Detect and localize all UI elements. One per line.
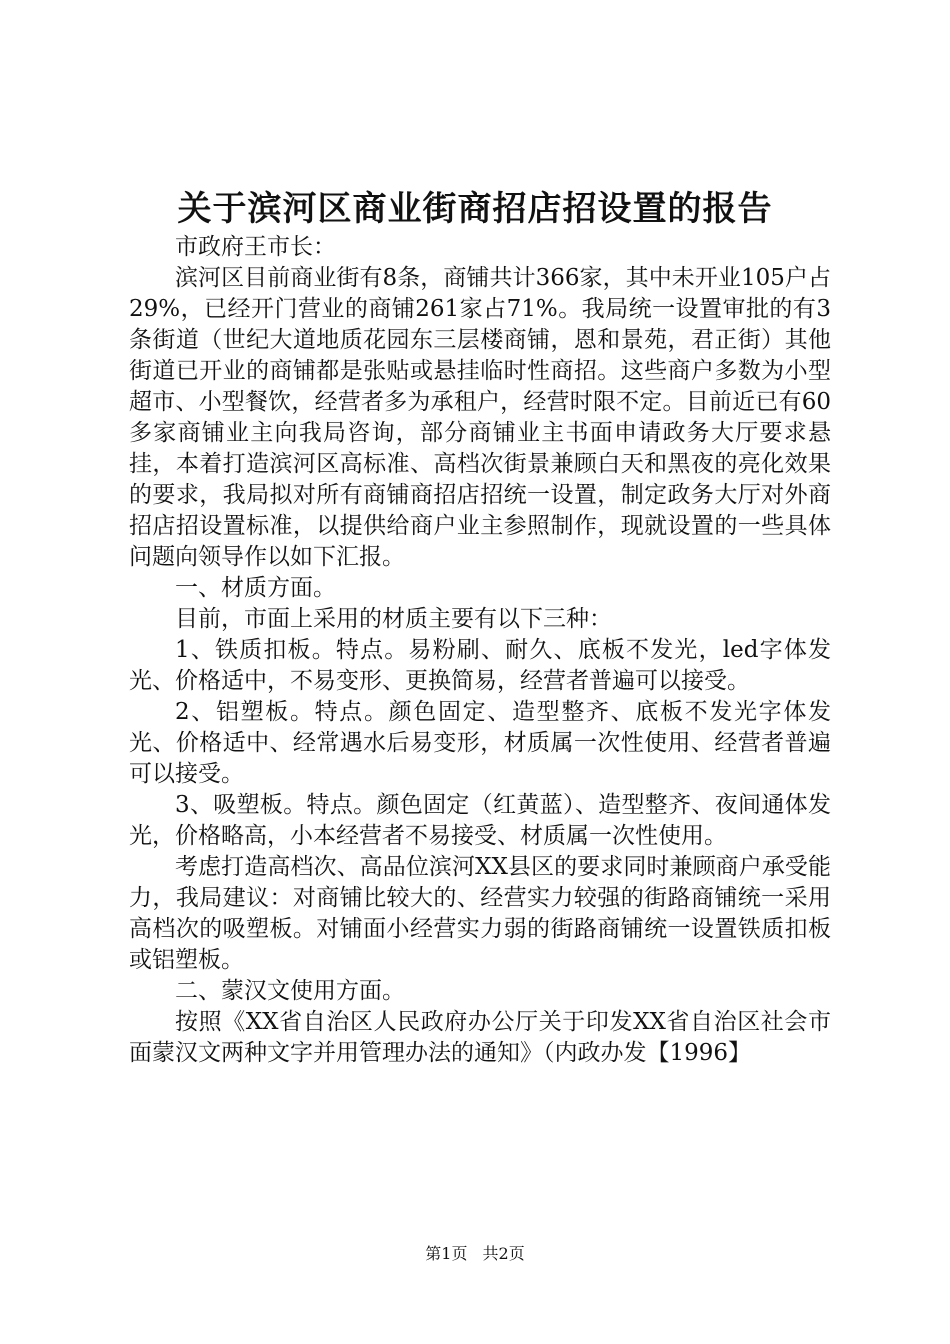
paragraph-intro: 滨河区目前商业街有8条，商铺共计366家，其中未开业105户占29%，已经开门营业的商铺261家占71%。我局统一设置审批的有3条街道（世纪大道地质花园东三层楼商铺，恩和景苑，君正街）其他街道已开业的商铺都是张贴或悬挂临时性商招。这些商户多数为小型超市、小型餐饮，经营者多为承租户，经营时限不定。目前近已有60多家商铺业主向我局咨询，部分商铺业主书面申请政务大厅要求悬挂，本着打造滨河区高标准、高档次街景兼顾白天和黑夜的亮化效果的要求，我局拟对所有商铺商招店招统一设置，制定政务大厅对外商招店招设置标准，以提供给商户业主参照制作，现就设置的一些具体问题向领导作以如下汇报。 (129, 265, 831, 570)
paragraph-language-policy: 按照《XX省自治区人民政府办公厅关于印发XX省自治区社会市面蒙汉文两种文字并用管理办法的通知》（内政办发【1996】 (129, 1009, 831, 1066)
document-body (129, 232, 831, 1069)
section-heading-material: 一、材质方面。 (175, 575, 336, 601)
document-title: 关于滨河区商业街商招店招设置的报告 (177, 189, 773, 229)
paragraph-material-intro: 目前，市面上采用的材质主要有以下三种： (175, 606, 612, 632)
paragraph-material-iron: 1、铁质扣板。特点。易粉刷、耐久、底板不发光，led字体发光、价格适中，不易变形、更换简易，经营者普遍可以接受。 (129, 637, 831, 694)
paragraph-material-blister: 3、吸塑板。特点。颜色固定（红黄蓝）、造型整齐、夜间通体发光，价格略高，小本经营者不易接受、材质属一次性使用。 (129, 792, 831, 849)
page-number-current: 第1页 (425, 1244, 468, 1263)
paragraph-material-aluminum: 2、铝塑板。特点。颜色固定、造型整齐、底板不发光字体发光、价格适中、经常遇水后易变形，材质属一次性使用、经营者普遍可以接受。 (129, 699, 831, 787)
paragraph-recommendation: 考虑打造高档次、高品位滨河XX县区的要求同时兼顾商户承受能力，我局建议：对商铺比较大的、经营实力较强的街路商铺统一采用高档次的吸塑板。对铺面小经营实力弱的街路商铺统一设置铁质扣板或铝塑板。 (129, 854, 831, 973)
salutation: 市政府王市长： (175, 234, 336, 260)
page-number-total: 共2页 (482, 1244, 525, 1263)
page-footer (0, 1244, 950, 1264)
section-heading-language: 二、蒙汉文使用方面。 (175, 978, 405, 1004)
